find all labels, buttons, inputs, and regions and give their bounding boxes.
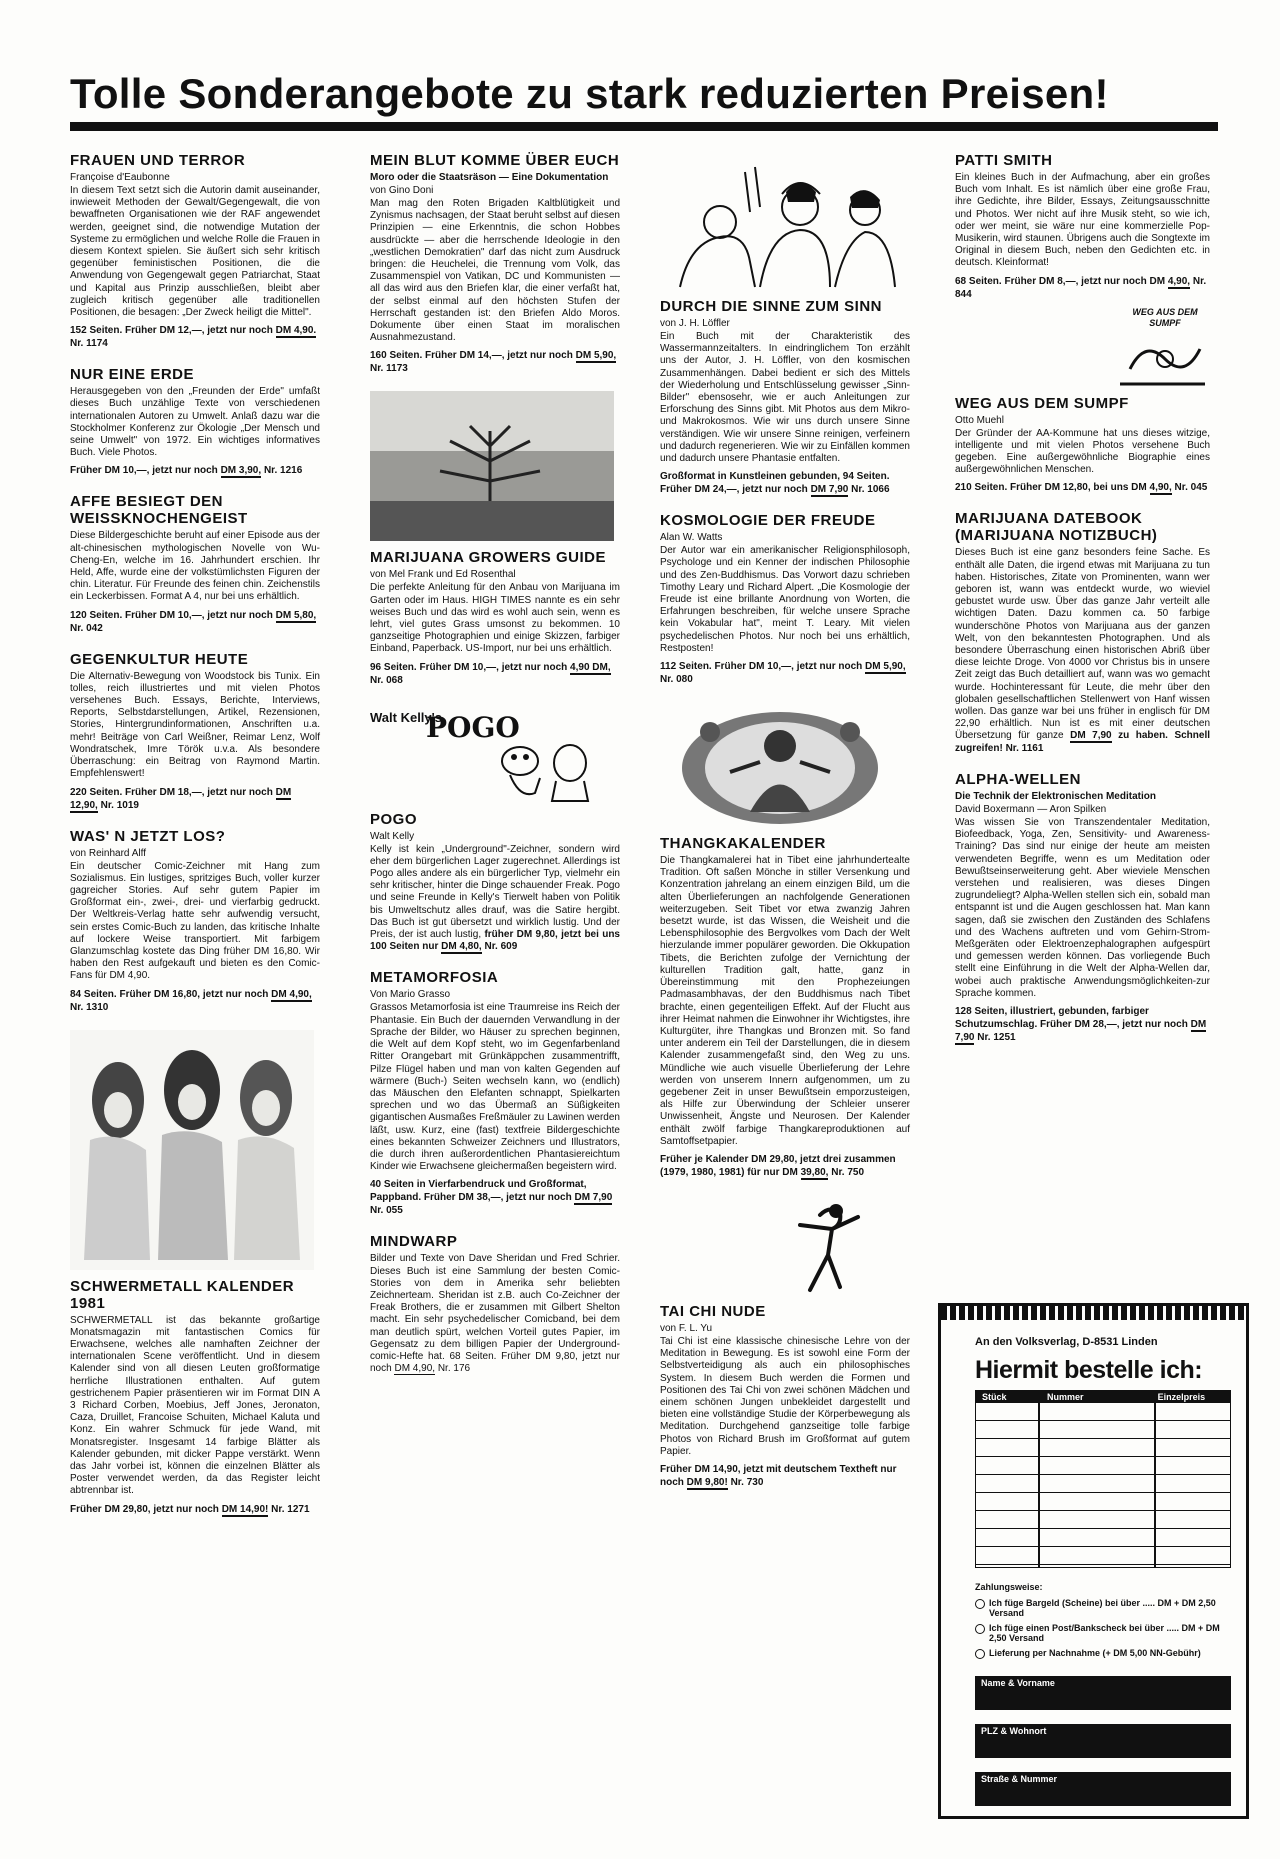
article-body: Herausgegeben von den „Freunden der Erde" umfaßt dieses Buch unzählige Texte von verschiedenen internationalen Autoren zu Umwelt. Anlaß dazu war die Stockholmer Konferenz zur Ökologie „Der Mensch und seine Umwelt" von 1972. Ein wichtiges informatives Buch. Viele Photos. <box>70 386 320 459</box>
column-2 <box>370 152 620 1391</box>
article-price: 220 Seiten. Früher DM 18,—, jetzt nur noch DM 12,90, Nr. 1019 <box>70 786 292 811</box>
article-body: Bilder und Texte von Dave Sheridan und Fred Schrier. Dieses Buch ist eine Sammlung der besten Comic-Stories von dem in Amerika sehr beliebten Zeichnerteam. Sheridan ist z.B. auch Co-Zeichner der Freak Brothers, die er zusammen mit Gilbert Shelton macht. Ein sehr psychedelischer Comicband, bei dem man deutlich spürt, welchen Vorteil gutes Papier, im Gegensatz zu dem billigen Papier der Underground-comic-Hefte hat. 68 Seiten. Früher DM 9,80, jetzt nur noch DM 4,90, Nr. 176 <box>370 1253 620 1375</box>
thangka-deity-drawing <box>670 702 890 827</box>
column-3 <box>660 152 910 1505</box>
article-author: von Mel Frank und Ed Rosenthal <box>370 569 516 581</box>
article-body: Kelly ist kein „Underground"-Zeichner, sondern wird eher dem bürgerlichen Lager zugerechnet. Allerdings ist Pogo alles andere als ein bürgerlicher Typ, vielmehr ein sehr kritischer, hinter die Dinge schauender Freak. Pogo und seine Freunde in Kelly's Tierwelt haben von Politik bis Umweltschutz alles drauf, was die Satire hergibt. Das Buch ist gut übersetzt und wirklich lustig. Und der Preis, der ist auch lustig, früher DM 9,80, jetzt bei uns 100 Seiten nur DM 4,80, Nr. 609 <box>370 843 620 953</box>
article-price: Früher DM 10,—, jetzt nur noch DM 3,90, Nr. 1216 <box>70 465 303 477</box>
column-4 <box>955 152 1210 1060</box>
article-thangkakalender <box>660 835 910 1179</box>
article-author: David Boxermann — Aron Spilken <box>955 803 1107 815</box>
article-title: FRAUEN UND TERROR <box>70 152 246 169</box>
article-price: 160 Seiten. Früher DM 14,—, jetzt nur noch DM 5,90, Nr. 1173 <box>370 350 617 375</box>
marijuana-plant-photo <box>370 391 614 541</box>
col-nummer: Nummer <box>1047 1392 1084 1402</box>
name-field[interactable]: Name & Vorname <box>975 1676 1231 1710</box>
article-mindwarp <box>370 1233 620 1375</box>
payment-option-cheque[interactable]: Ich füge einen Post/Bankscheck bei über ..... DM + DM 2,50 Versand <box>975 1623 1235 1644</box>
article-author: Otto Muehl <box>955 414 1004 426</box>
article-price: 96 Seiten. Früher DM 10,—, jetzt nur noch 4,90 DM, Nr. 068 <box>370 661 611 686</box>
article-title: MEIN BLUT KOMME ÜBER EUCH <box>370 152 620 169</box>
article-author: Walt Kelly <box>370 830 415 842</box>
thangka-illustration <box>670 702 890 827</box>
article-author: von Gino Doni <box>370 185 434 196</box>
article-metamorfosia <box>370 969 620 1217</box>
schwermetall-illustration <box>70 1030 314 1270</box>
article-price: Früher je Kalender DM 29,80, jetzt drei zusammen (1979, 1980, 1981) für nur DM 39,80, Nr. 750 <box>660 1153 896 1178</box>
article-title: GEGENKULTUR HEUTE <box>70 650 249 668</box>
article-schwermetall <box>70 1278 320 1516</box>
sinne-illustration <box>660 152 904 290</box>
tai-chi-illustration <box>660 1195 904 1295</box>
payment-label: Zahlungsweise: <box>975 1582 1043 1592</box>
article-body: Die perfekte Anleitung für den Anbau von Marijuana im Garten oder im Haus. HIGH TIMES nannte es ein sehr weises Buch und das wird es wohl auch sein, wenn es lehrt, viel gutes Grass umsonst zu bekommen. 10 ganzseitige Photographien und einige Skizzen, farbiger Einband, Paperback. US-Import, nur bei uns erhältlich. <box>370 582 620 655</box>
article-nur-eine-erde <box>70 366 320 477</box>
article-tai-chi-nude <box>660 1303 910 1489</box>
payment-section <box>975 1582 1235 1663</box>
article-price: 68 Seiten. Früher DM 8,—, jetzt nur noch DM 4,90, Nr. 844 <box>955 275 1207 300</box>
radio-circle-icon[interactable] <box>975 1599 985 1609</box>
article-price: 120 Seiten. Früher DM 10,—, jetzt nur noch DM 5,80, Nr. 042 <box>70 609 317 634</box>
order-address: An den Volksverlag, D-8531 Linden <box>975 1336 1158 1348</box>
order-title: Hiermit bestelle ich: <box>975 1356 1203 1384</box>
pogo-logo-small: Walt Kelly's <box>370 709 442 725</box>
article-body: SCHWERMETALL ist das bekannte großartige Monatsmagazin mit fantastischen Comics für Erwachsene, welches alle namhaften Zeichner der internationalen Scene veröffentlicht. Und in diesem Kalender sind von all diesen Leuten großformatige herrliche Illustrationen enthalten. Auf gutem gestrichenem Papier präsentieren wir im Format DIN A 3 Richard Corben, Moebius, Jeff Jones, Jeronaton, Caza, Druillet, Francoise Schuiten, Michael Kaluta und Konz. Ein wahrer Schmuck für jede Wand, mit Monatsregister. Insgesamt 14 farbige Blätter als Kalender gebunden, mit dicker Pappe verstärkt. Wenn das Jahr vorbei ist, können die einzelnen Blätter als Poster verwendet werden, da das Register leicht abtrennbar ist. <box>70 1314 320 1497</box>
page-headline: Tolle Sonderangebote zu stark reduzierten Preisen! <box>70 70 1109 117</box>
sumpf-figure-drawing <box>1115 329 1210 389</box>
article-title: MINDWARP <box>370 1233 458 1251</box>
article-body: Der Autor war ein amerikanischer Religionsphilosoph, Psychologe und ein Kenner der indischen Philosophie und des Zen-Buddhismus. Das Vorwort dazu schrieben Timothy Leary und Richard Alpert. „Die Kosmologie der Freude ist eine brillante Anordnung von Worten, die Erfahrungen beschreiben, für welche unsere Sprache kein Vokabular hat", meint T. Leary. Mit vielen psychedelischen Photos. Nur noch bei uns erhältlich, Restposten! <box>660 545 910 654</box>
col-einzelpreis: Einzelpreis <box>1157 1392 1206 1402</box>
article-author: von Reinhard Alff <box>70 847 146 859</box>
article-body: Die Thangkamalerei hat in Tibet eine jahrhundertealte Tradition. Oft saßen Mönche in stiller Versenkung und Konzentration jahrelang an einem einzigen Bild, um die alten Überlieferungen an nachfolgende Generationen weiterzugeben. Seit Tibet vor etwa zwanzig Jahren besetzt wurde, ist das Wissen, die Weisheit und die Lebensphilosophie des Bergvolkes vom Dach der Welt hierzulande immer populärer geworden. Die Okkupation Tibets, die Berichten zufolge der Vernichtung der kulturellen Tradition galt, hatte, ganz in Übereinstimmung mit den Prophezeiungen Padmasambhavas, der den Buddhismus nach Tibet brachte, einen gegenteiligen Effekt. Auf der Flucht aus ihrer Heimat nahmen die Einwohner ihr Wichtigstes, ihre Kulturgüter, ihre Thangkas und Bronzen mit. So fand unter anderem ein Teil der Darstellungen, die in diesem Kalender zusammengefaßt sind, den Weg zu uns. Mündliche wie auch visuelle Überlieferung der Lehre werden von unserem Innern aufgenommen, um zu gegebener Zeit in unser Bewußtsein emporzusteigen, als Hilfe zur Überwindung der Schleier unserer Unwissenheit, Ängste und Neurosen. Der Kalender enthält zwölf farbige Thangkareproduktionen auf Samtoffsetpapier. <box>660 855 910 1147</box>
order-table[interactable] <box>975 1390 1231 1568</box>
zip-city-field[interactable]: PLZ & Wohnort <box>975 1724 1231 1758</box>
headline-rule <box>70 122 1218 131</box>
article-gegenkultur <box>70 651 320 812</box>
payment-option-cash[interactable]: Ich füge Bargeld (Scheine) bei über ..... DM + DM 2,50 Versand <box>975 1598 1235 1619</box>
sumpf-logo <box>1115 307 1210 397</box>
article-price: 152 Seiten. Früher DM 12,—, jetzt nur noch DM 4,90. Nr. 1174 <box>70 325 317 350</box>
table-divider <box>1038 1391 1040 1567</box>
article-price: 128 Seiten, illustriert, gebunden, farbiger Schutzumschlag. Früher DM 28,—, jetzt nur noch DM 7,90 Nr. 1251 <box>955 1005 1207 1043</box>
payment-option-cod[interactable]: Lieferung per Nachnahme (+ DM 5,00 NN-Gebühr) <box>975 1648 1235 1659</box>
article-subtitle: Die Technik der Elektronischen Meditation <box>955 790 1156 802</box>
article-alpha-wellen <box>955 771 1210 1044</box>
article-title: MARIJUANA DATEBOOK (MARIJUANA NOTIZBUCH) <box>955 510 1158 545</box>
column-1 <box>70 152 320 1532</box>
radio-circle-icon[interactable] <box>975 1649 985 1659</box>
radio-circle-icon[interactable] <box>975 1624 985 1634</box>
article-body: Der Gründer der AA-Kommune hat uns dieses witzige, intelligente und mit vielen Photos versehene Buch gegeben. Eine außergewöhnliche Biographie eines außergewöhnlichen Menschen. <box>955 427 1210 476</box>
article-author: von J. H. Löffler <box>660 318 730 329</box>
three-women-drawing <box>70 1030 314 1270</box>
article-patti-smith <box>955 152 1210 301</box>
article-title: MARIJUANA GROWERS GUIDE <box>370 549 606 567</box>
article-body: Die Alternativ-Bewegung von Woodstock bis Tunix. Ein tolles, reich illustriertes und mit vielen Photos versehenes Buch. Essays, Berichte, Interviews, Reports, Selbstdarstellungen, Artikel, Rezensionen, Stories, Hintergrundinformationen, Anschriften u.a. mehr! Beiträge von Carl Weißner, Reimar Lenz, Wolf Wondratschek, Imre Török u.v.a. Als besondere Überraschung: ein Beitrag von Raymond Martin. Empfehlenswert! <box>70 670 320 780</box>
article-title: POGO <box>370 810 418 828</box>
order-form-border <box>941 1306 1246 1320</box>
article-body: Ein Buch mit der Charakteristik des Wassermannzeitalters. In eindringlichem Ton erzählt uns der Autor, J. H. Löffler, von den kosmischen Zusammenhängen. Dabei bedient er sich des Mittels der Wiederholung und Entschlüsselung gewisser „Sinn-Bilder" ebensosehr, wie er auch Anleitungen zur Erforschung des Sinns gibt. Mit Photos aus dem Mikro- und Makrokosmos. Wie wir uns durch unsere Sinne verständigen. Wie wir unsere Sinne reinigen, verfeinern und dadurch regenerieren. Wie wir zu Einfällen kommen und dadurch unsere Phantasie entfalten. <box>660 331 910 465</box>
article-marijuana-guide <box>370 549 620 686</box>
article-durch-die-sinne <box>660 298 910 496</box>
article-title: PATTI SMITH <box>955 152 1053 169</box>
plant-silhouette <box>370 391 614 541</box>
article-kosmologie <box>660 512 910 686</box>
article-title: TAI CHI NUDE <box>660 1302 766 1320</box>
article-frauen-und-terror <box>70 152 320 350</box>
article-body: Ein kleines Buch in der Aufmachung, aber ein großes Buch vom Inhalt. Es ist nämlich über eine große Frau, ihre Gedichte, ihre Bilder, Essays, Zeitungsausschnitte und Photos. Wer nicht auf ihre Musik steht, so wie ich, oder wer meint, sie wäre nur eine kommerzielle Pop-Musikerin, wird staunen. Übrigens auch die Songtexte im Original in diesem Buch, neben den Gedichten etc. in deutsch. Kleinformat! <box>955 172 1210 269</box>
order-table-header <box>976 1391 1230 1403</box>
article-title: WAS' N JETZT LOS? <box>70 827 226 845</box>
street-field[interactable]: Straße & Nummer <box>975 1772 1231 1806</box>
article-title: AFFE BESIEGT DEN WEISSKNOCHENGEIST <box>70 493 248 528</box>
faces-line-drawing <box>660 152 904 290</box>
article-title: SCHWERMETALL KALENDER 1981 <box>70 1277 295 1312</box>
article-body: Diese Bildergeschichte beruht auf einer Episode aus der alt-chinesischen mythologischen Novelle von Wu-Cheng-En, welche im 16. Jahrhundert erschien. Ihr Held, Affe, wurde eine der volkstümlichsten Figuren der chin. Literatur. Für Freunde des feinen chin. Zeichenstils ein Leckerbissen. Format A 4, nur bei uns erhältlich. <box>70 530 320 603</box>
dancer-silhouette <box>660 1195 904 1295</box>
article-body: In diesem Text setzt sich die Autorin damit auseinander, inwieweit Methoden der Gewalt/Gegengewalt, die von bewaffneten Organisationen wie der RAF angewendet werden, geeignet sind, die notwendige Mutation der Systeme zu ermöglichen und welche Rolle die Frauen in diesem Kontext spielen. Sie äußert sich sehr kritisch gegenüber feministischen Positionen, die die Anwendung von Gegengewalt gegen Patriarchat, Staat und Kapital aus Prinzip ausschließen, bleibt aber zugleich kritisch gegenüber alle traditionellen Positionen, die besagen: „Der Zweck heiligt die Mittel". <box>70 185 320 319</box>
article-affe <box>70 493 320 634</box>
article-price: 84 Seiten. Früher DM 16,80, jetzt nur noch DM 4,90, Nr. 1310 <box>70 988 312 1013</box>
article-title: ALPHA-WELLEN <box>955 770 1081 788</box>
table-divider <box>1154 1391 1156 1567</box>
article-title: THANGKAKALENDER <box>660 835 826 853</box>
article-mein-blut <box>370 152 620 375</box>
article-weg-aus-dem-sumpf <box>955 306 1210 495</box>
article-price: Großformat in Kunstleinen gebunden, 94 Seiten. Früher DM 24,—, jetzt nur noch DM 7,90 Nr. 1066 <box>660 471 890 496</box>
pogo-illustration <box>370 703 614 803</box>
article-title: WEG AUS DEM SUMPF <box>955 394 1129 412</box>
article-price: 40 Seiten in Vierfarbendruck und Großformat, Pappband. Früher DM 38,—, jetzt nur noch DM 7,90 Nr. 055 <box>370 1179 613 1217</box>
article-pogo <box>370 811 620 954</box>
article-body: Dieses Buch ist eine ganz besonders feine Sache. Es enthält alle Daten, die irgend etwas mit Marijuana zu tun haben. Historisches, Zitate von Prominenten, wann wer geboren ist, wann was entdeckt wurde, wo wieviel gebustet wurde usw. Über das ganze Jahr verteilt alle wichtigen Daten. Dazu kommen ca. 50 farbige wunderschöne Photos von Marijuana aus der ganzen Welt, von den bekanntesten Photographen. Und als besondere Überraschung einen historischen Abriß über diese leichte Droge. Von 4000 vor Christus bis in unsere Zeit zeigt das Buch detailliert auf, wann was wo gemacht wurde. Hochinteressant für Leute, die mehr über den globalen gesellschaftlichen Stellenwert von Hanf wissen wollen. Das ganze war bei uns früher in englisch für DM 22,90 erhältlich. Nun ist es mit einer deutschen Übersetzung für ganze DM 7,90 zu haben. Schnell zugreifen! Nr. 1161 <box>955 547 1211 754</box>
article-body: Was wissen Sie von Transzendentaler Meditation, Biofeedback, Yoga, Zen, Sensitivity- und Awareness-Training? Das sind nur einige der heute am meisten verwendeten Begriffe, wenn es um Meditation oder Bewußtseinserweiterung geht. Aber wieviele Menschen verstehen und realisieren, was dieses Dingen zugrundeliegt? Alpha-Wellen stellen sich ein, sobald man entspannt ist und die Augen geschlossen hat. Man kann sagen, daß sie zwischen den Zuständen des Schlafens und des Wachens auftreten und vom Gehirn-Strom-Meßgeräten oder Elektroenzephalographen aufgespürt und gemessen werden können. Das vorliegende Buch stellt eine Einführung in die Welt der Alpha-Wellen dar, wobei auch praktische Anwendungsmöglichkeiten-zur Sprache kommen. <box>955 816 1210 999</box>
order-form <box>938 1303 1249 1819</box>
article-price: Früher DM 29,80, jetzt nur noch DM 14,90! Nr. 1271 <box>70 1503 310 1515</box>
article-author: Von Mario Grasso <box>370 989 451 1001</box>
article-body: Grassos Metamorfosia ist eine Traumreise ins Reich der Phantasie. Ein Buch der dauernden Verwandlung in der Sprache der Bilder, wo Häuser zu sprechen beginnen, die Welt auf dem Kopf steht, wo im Gegenfarbenland Ritter Orangebart mit Grünkäppchen zusammentrifft, Pilze Flügel haben und man von kalten Gegenden auf wärmere (Buch-) Seiten wechseln kann, wo (endlich) das Mäuschen den Elefanten schnappt, Spielkarten sprechen und wo das Übermaß an Süßigkeiten gigantischen Ausmaßes Freßmäuler zu Lawinen werden läßt, usw. Kurz, eine (fast) textfreie Bildergeschichte eines bekannten Schweizer Zeichners und Illustrators, die durch ihren außerordentlichen Phantasiereichtum Kinder wie Erwachsene gleichermaßen begeistern wird. <box>370 1002 620 1173</box>
article-price: Früher DM 14,90, jetzt mit deutschem Textheft nur noch DM 9,80! Nr. 730 <box>660 1463 897 1488</box>
article-marijuana-datebook <box>955 510 1210 754</box>
article-title: DURCH DIE SINNE ZUM SINN <box>660 298 883 315</box>
article-price: 210 Seiten. Früher DM 12,80, bei uns DM 4,90, Nr. 045 <box>955 482 1208 494</box>
sumpf-logo-text: WEG AUS DEM SUMPF <box>1132 306 1198 328</box>
article-title: KOSMOLOGIE DER FREUDE <box>660 512 876 530</box>
pogo-logo: POGO <box>426 710 520 744</box>
article-body: Ein deutscher Comic-Zeichner mit Hang zum Sozialismus. Ein lustiges, spritziges Buch, voller kurzer gagreicher Stories. Auf sehr gutem Papier im Großformat ein-, zwei-, drei- und vierfarbig gedruckt. Der Weltkreis-Verlag hatte sehr aufwendig versucht, sein erstes Comic-Buch zu landen, das kritische Inhalte auf lockere Weise transportiert. Mit farbigem Glanzumschlag kostete das Ding früher DM 16,80. Wir haben den Rest aufgekauft und bieten es den Comic-Fans für DM 4,90. <box>70 860 320 982</box>
article-body: Man mag den Roten Brigaden Kaltblütigkeit und Zynismus nachsagen, der Staat beruht selbst auf diesen Prinzipien — eine Erkenntnis, die schon Hobbes ausdrückte — aber die herrschende Ideologie in den „westlichen Demokratien" darf das nicht zum Ausdruck bringen: die Heuchelei, die Trennung vom Volk, das Zusammenspiel von Vatikan, DC und Kommunisten — all das wird aus den Briefen klar, die einer verfaßt hat, der selbst einmal auf den höchsten Stufen der Herrschaft gestanden ist: den Briefen Aldo Moros. Dokumente über einen Staat im moralischen Ausnahmezustand. <box>370 198 620 344</box>
article-author: Françoise d'Eaubonne <box>70 172 170 183</box>
article-author: Alan W. Watts <box>660 532 723 544</box>
col-stueck: Stück <box>982 1392 1007 1402</box>
order-table-rows[interactable] <box>976 1403 1230 1567</box>
article-subtitle: Moro oder die Staatsräson — Eine Dokumentation <box>370 172 609 183</box>
article-author: von F. L. Yu <box>660 1322 713 1334</box>
article-title: NUR EINE ERDE <box>70 366 195 384</box>
article-title: METAMORFOSIA <box>370 969 499 987</box>
address-fields <box>975 1676 1231 1820</box>
article-price: 112 Seiten. Früher DM 10,—, jetzt nur noch DM 5,90, Nr. 080 <box>660 661 906 686</box>
pogo-characters-drawing <box>490 733 610 803</box>
article-wasn-jetzt-los <box>70 828 320 1014</box>
article-body: Tai Chi ist eine klassische chinesische Lehre von der Meditation in Bewegung. Es ist sowohl eine Form der Selbstverteidigung als auch ein philosophisches System. In diesem Buch werden die Formen und Positionen des Tai Chi von zwei schönen Mädchen und einem schönen Jungen unbekleidet dargestellt und bieten eine vollständige Studie der Körperbewegung als Meditation. Durchgehend ganzseitige tolle farbige Photos von Richard Brush im Großformat auf gutem Papier. <box>660 1335 910 1457</box>
